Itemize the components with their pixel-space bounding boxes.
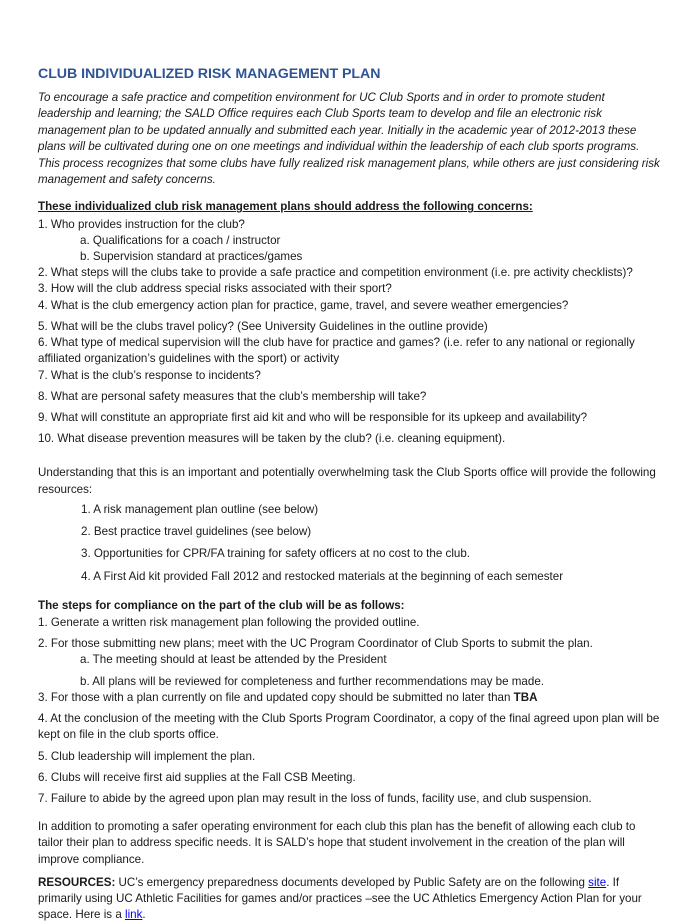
list-item: 1. Who provides instruction for the club? [38, 217, 245, 231]
spacer [38, 591, 660, 598]
resources-label: RESOURCES: [38, 875, 116, 889]
list-item: 2. For those submitting new plans; meet with the UC Program Coordinator of Club Sports to submit the plan. [38, 637, 593, 651]
resources-text-2: . If primarily using UC Athletic Facilities for games and/or practices –see the UC Athletics Emergency Action Plan for your space. Here is a [38, 875, 642, 922]
page-title: CLUB INDIVIDUALIZED RISK MANAGEMENT PLAN [38, 66, 381, 82]
resources-intro-paragraph: Understanding that this is an important and potentially overwhelming task the Club Sports office will provide the following resources: [38, 466, 656, 496]
list-item: 2. What steps will the clubs take to provide a safe practice and competition environment (i.e. pre activity checklists)? [38, 266, 633, 280]
resources-text-1: UC’s emergency preparedness documents developed by Public Safety are on the following [115, 875, 589, 889]
list-item: 3. Opportunities for CPR/FA training for safety officers at no cost to the club. [81, 547, 471, 561]
compliance-heading: The steps for compliance on the part of the club will be as follows: [38, 598, 405, 612]
list-item: 9. What will constitute an appropriate first aid kit and who will be responsible for its upkeep and availability? [38, 411, 588, 424]
list-item: a. Qualifications for a coach / instructor [80, 233, 281, 247]
list-item: 5. Club leadership will implement the plan. [38, 749, 256, 763]
resources-note-paragraph [38, 875, 660, 923]
compliance-list [38, 615, 660, 807]
list-item: 7. Failure to abide by the agreed upon plan may result in the loss of funds, facility use, and club suspension. [38, 791, 592, 805]
list-item: 6. Clubs will receive first aid supplies at the Fall CSB Meeting. [38, 770, 356, 784]
list-item: 6. What type of medical supervision will the club have for practice and games? (i.e. refer to any national or regionally affiliated organization’s guidelines with the sport) or activity [38, 336, 635, 366]
list-item: b. All plans will be reviewed for completeness and further recommendations may be made. [80, 674, 544, 688]
list-item: 1. A risk management plan outline (see below) [81, 502, 319, 516]
list-item: 10. What disease prevention measures will be taken by the club? (i.e. cleaning equipment). [38, 432, 506, 446]
list-item: 5. What will be the clubs travel policy? (See University Guidelines in the outline provide) [38, 319, 488, 333]
action-plan-link[interactable]: link [125, 908, 143, 922]
list-item: 3. How will the club address special risks associated with their sport? [38, 282, 392, 296]
list-item: 4. A First Aid kit provided Fall 2012 and restocked materials at the beginning of each semester [81, 569, 564, 583]
list-item: 8. What are personal safety measures that the club’s membership will take? [38, 389, 427, 403]
site-link[interactable]: site [588, 875, 607, 889]
spacer [38, 812, 660, 819]
list-item: 4. At the conclusion of the meeting with the Club Sports Program Coordinator, a copy of the final agreed upon plan will be kept on file in the club sports office. [38, 712, 660, 742]
provided-resources-list [38, 502, 660, 585]
spacer [38, 868, 660, 875]
list-item: 1. Generate a written risk management plan following the provided outline. [38, 615, 420, 629]
list-item: 2. Best practice travel guidelines (see below) [81, 525, 312, 539]
spacer [38, 452, 660, 465]
list-item: b. Supervision standard at practices/games [80, 250, 303, 264]
compliance-item3-due-date: TBA [513, 690, 538, 704]
closing-paragraph: In addition to promoting a safer operating environment for each club this plan has the benefit of allowing each club to tailor their plan to address specific needs. It is SALD’s hope that student involvement in the creation of the plan will improve compliance. [38, 820, 636, 866]
list-item: 4. What is the club emergency action plan for practice, game, travel, and severe weather emergencies? [38, 298, 569, 312]
list-item: a. The meeting should at least be attended by the President [80, 653, 387, 667]
list-item [38, 690, 660, 706]
resources-text-3: . [142, 908, 146, 922]
list-item: 7. What is the club’s response to incidents? [38, 368, 261, 382]
intro-paragraph: To encourage a safe practice and competition environment for UC Club Sports and in order to promote student leadership and learning; the SALD Office requires each Club Sports team to develop and file an electronic risk management plan to be updated annually and submitted each year. Initially in the academic year of 2012-2013 these plans will be cultivated during one on one meetings and individual within the leadership of each club sports programs. This process recognizes that some clubs have fully realized risk management plans, while others are just considering risk management and safety concerns. [38, 91, 660, 186]
compliance-item3-text: 3. For those with a plan currently on file and updated copy should be submitted no later than [38, 690, 514, 704]
concerns-heading: These individualized club risk management plans should address the following concerns: [38, 200, 533, 214]
concerns-list [38, 217, 660, 448]
